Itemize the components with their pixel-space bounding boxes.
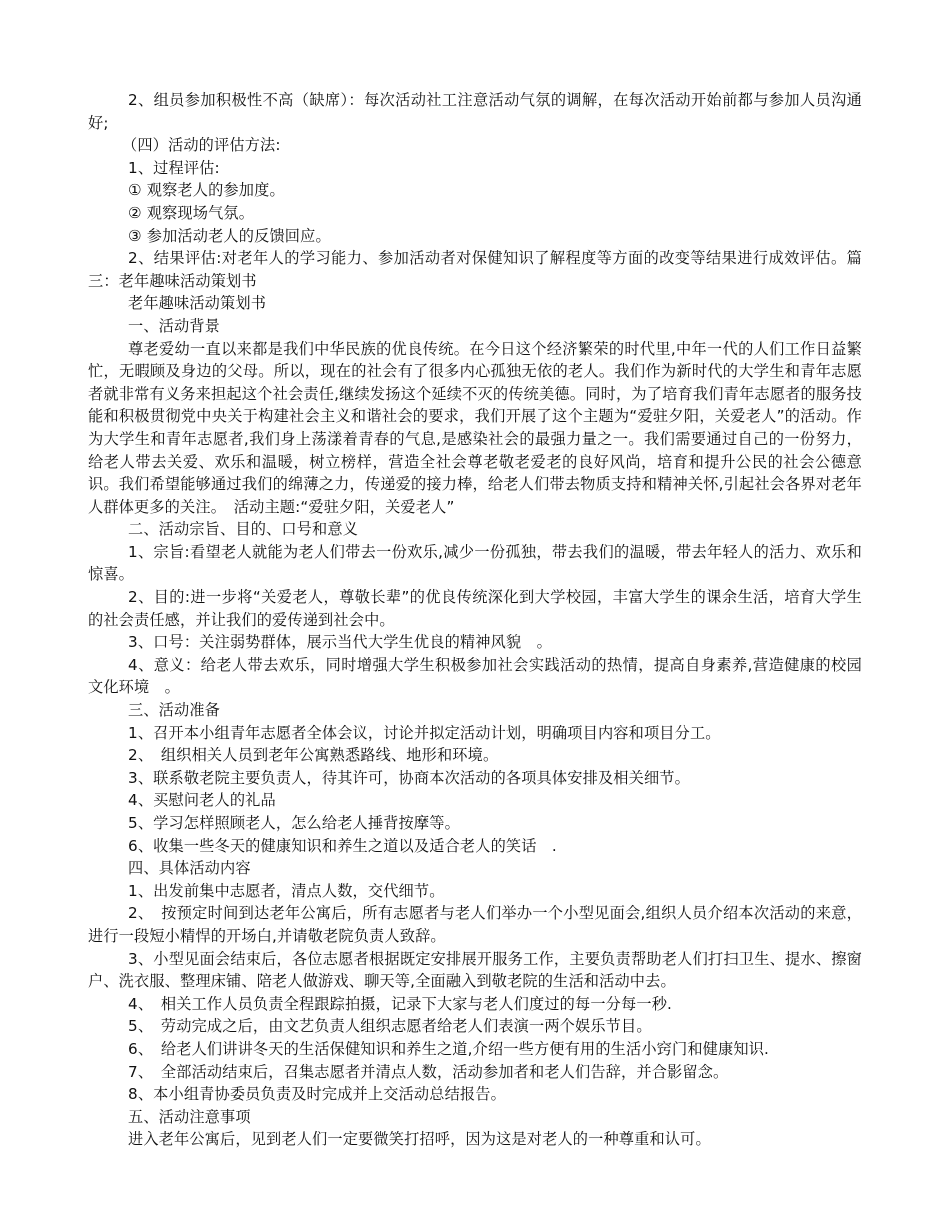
paragraph: 3、口号：关注弱势群体，展示当代大学生优良的精神风貌 。 [128,633,552,652]
list-item: 6、收集一些冬天的健康知识和养生之道以及适合老人的笑话 . [128,836,557,855]
section-heading: 五、活动注意事项 [128,1107,251,1126]
paragraph: 2、结果评估:对老年人的学习能力、参加活动者对保健知识了解程度等方面的改变等结果进行成效评估。篇三：老年趣味活动策划书 [88,249,862,290]
paragraph: 4、意义：给老人带去欢乐，同时增强大学生积极参加社会实践活动的热情，提高自身素养,营造健康的校园文化环境 。 [88,655,862,697]
paragraph: 2、目的:进一步将“关爱老人，尊敬长辈”的优良传统深化到大学校园，丰富大学生的课余生活，培育大学生的社会责任感，并让我们的爱传递到社会中。 [88,588,862,629]
paragraph: 2、组员参加积极性不高（缺席）：每次活动社工注意活动气氛的调解，在每次活动开始前都与参加人员沟通好; [88,91,862,132]
paragraph: 尊老爱幼一直以来都是我们中华民族的优良传统。在今日这个经济繁荣的时代里,中年一代的人们工作日益繁忙，无暇顾及身边的父母。所以，现在的社会有了很多内心孤独无依的老人。我们作为新时代的大学生和青年志愿者就非常有义务来担起这个社会责任,继续发扬这个延续不灭的传统美德。同时，为了培育我们青年志愿者的服务技能和积极贯彻党中央关于构建社会主义和谐社会的要求，我们开展了这个主题为“爱驻夕阳，关爱老人”的活动。作为大学生和青年志愿者,我们身上荡漾着青春的气息,是感染社会的最强力量之一。我们需要通过自己的一份努力，给老人带去关爱、欢乐和温暖，树立榜样，营造全社会尊老敬老爱老的良好风尚，培育和提升公民的社会公德意识。我们希望能够通过我们的绵薄之力，传递爱的接力棒，给老人们带去物质支持和精神关怀,引起社会各界对老年人群体更多的关注。 活动主题:“爱驻夕阳，关爱老人” [88,339,862,516]
section-heading: 三、活动准备 [128,701,221,720]
list-item: 1、召开本小组青年志愿者全体会议，讨论并拟定活动计划，明确项目内容和项目分工。 [128,723,721,742]
list-item: ③ 参加活动老人的反馈回应。 [128,226,331,245]
list-item: 2、 按预定时间到达老年公寓后，所有志愿者与老人们举办一个小型见面会,组织人员介绍本次活动的来意，进行一段短小精悍的开场白,并请敬老院负责人致辞。 [88,904,862,945]
document-title: 老年趣味活动策划书 [128,294,267,313]
document-body [88,89,862,1151]
paragraph: 1、宗旨:看望老人就能为老人们带去一份欢乐,减少一份孤独，带去我们的温暖，带去年轻人的活力、欢乐和惊喜。 [88,542,862,584]
list-item: 5、学习怎样照顾老人，怎么给老人捶背按摩等。 [128,814,460,832]
list-item: 4、 相关工作人员负责全程跟踪拍摄，记录下大家与老人们度过的每一分每一秒. [128,994,673,1013]
list-item: 1、出发前集中志愿者，清点人数，交代细节。 [128,881,445,900]
paragraph: 1、过程评估: [128,158,220,177]
list-item: 4、买慰问老人的礼品 [128,791,276,810]
list-item: ① 观察老人的参加度。 [128,181,285,200]
section-heading: 一、活动背景 [128,316,221,335]
list-item: 3、小型见面会结束后，各位志愿者根据既定安排展开服务工作，主要负责帮助老人们打扫卫生、提水、擦窗户、洗衣服、整理床铺、陪老人做游戏、聊天等,全面融入到敬老院的生活和活动中去。 [88,949,862,991]
section-heading: 四、具体活动内容 [128,859,251,878]
paragraph: 进入老年公寓后，见到老人们一定要微笑打招呼，因为这是对老人的一种尊重和认可。 [128,1130,711,1149]
section-heading: 二、活动宗旨、目的、口号和意义 [128,520,359,539]
list-item: 3、联系敬老院主要负责人，待其许可，协商本次活动的各项具体安排及相关细节。 [128,768,690,787]
list-item: ② 观察现场气氛。 [128,203,255,222]
list-item: 5、 劳动完成之后，由文艺负责人组织志愿者给老人们表演一两个娱乐节目。 [128,1017,652,1036]
section-heading: （四）活动的评估方法: [122,136,281,155]
list-item: 7、 全部活动结束后，召集志愿者并清点人数，活动参加者和老人们告辞，并合影留念。 [128,1062,729,1081]
list-item: 6、 给老人们讲讲冬天的生活保健知识和养生之道,介绍一些方便有用的生活小窍门和健康知识. [128,1039,770,1058]
list-item: 8、本小组青协委员负责及时完成并上交活动总结报告。 [128,1085,506,1104]
list-item: 2、 组织相关人员到老年公寓熟悉路线、地形和环境。 [128,746,499,765]
